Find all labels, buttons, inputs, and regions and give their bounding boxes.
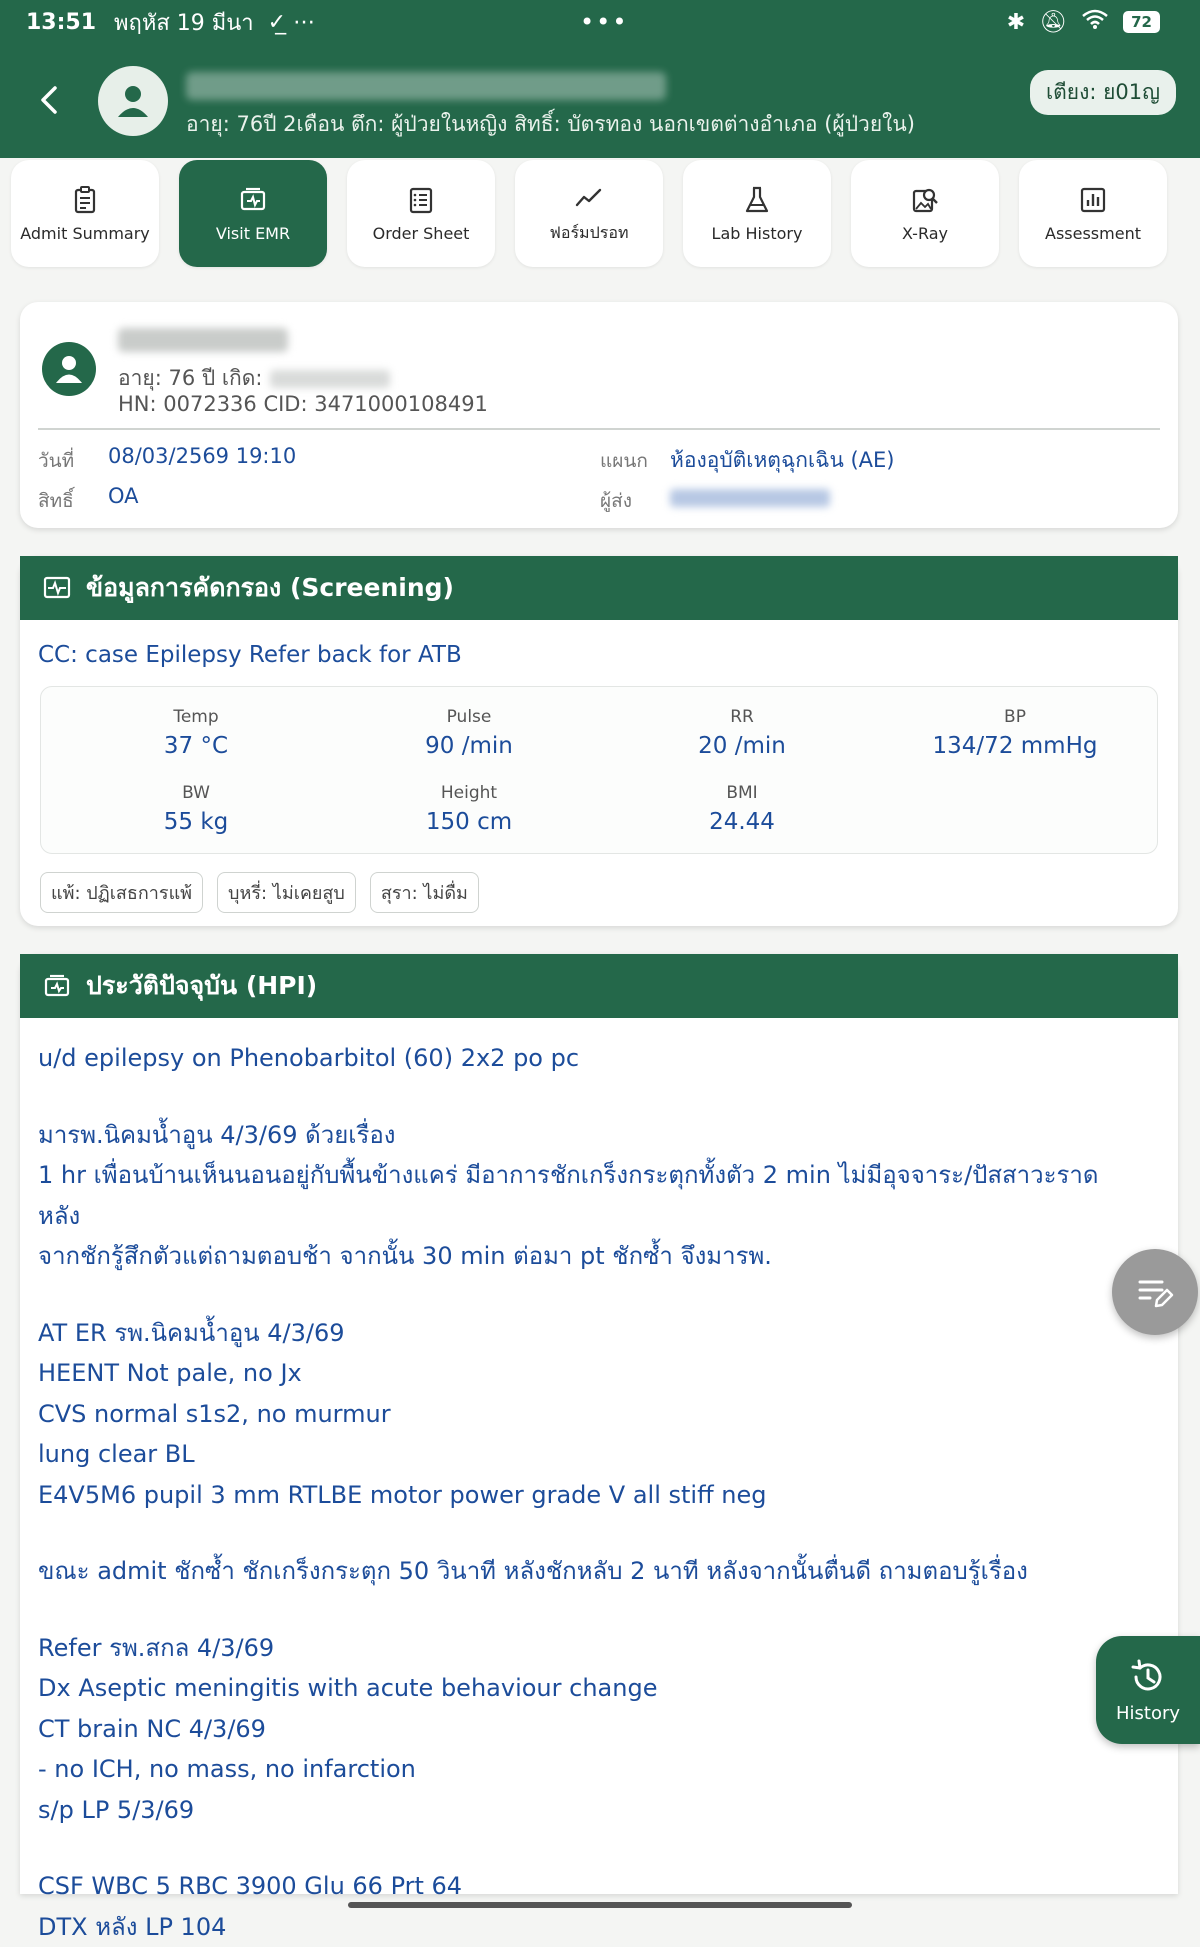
- chief-complaint: CC: case Epilepsy Refer back for ATB: [38, 642, 462, 668]
- vital-label: BP: [895, 707, 1135, 727]
- tab-label: X-Ray: [902, 224, 948, 243]
- monitor-heartbeat-icon: [42, 573, 72, 603]
- patient-name-redacted: [186, 72, 666, 100]
- patient-summary: อายุ: 76ปี 2เดือน ตึก: ผู้ป่วยในหญิง สิทธิ์: บัตรทอง นอกเขตต่างอำเภอ (ผู้ป่วยใน): [186, 108, 915, 141]
- chevron-left-icon: [30, 80, 70, 120]
- status-time: 13:51: [26, 10, 96, 35]
- multitask-dots-icon[interactable]: •••: [580, 8, 628, 36]
- hpi-line: AT ER รพ.นิคมน้ำอูน 4/3/69: [38, 1313, 1138, 1354]
- department-value: ห้องอุบัติเหตุฉุกเฉิน (AE): [670, 444, 895, 477]
- vital-label: RR: [622, 707, 862, 727]
- smoking-chip: บุหรี่: ไม่เคยสูบ: [217, 872, 356, 913]
- tab-order-sheet[interactable]: [347, 160, 495, 267]
- hpi-line: u/d epilepsy on Phenobarbitol (60) 2x2 po pc: [38, 1038, 1138, 1079]
- person-icon: [52, 352, 86, 386]
- hpi-line: DTX หลัง LP 104: [38, 1907, 1138, 1947]
- rights-label: สิทธิ์: [38, 486, 74, 516]
- allergy-chip: แพ้: ปฏิเสธการแพ้: [40, 872, 203, 913]
- patient-age-birth: [118, 362, 390, 395]
- hpi-line: Refer รพ.สกล 4/3/69: [38, 1628, 1138, 1669]
- tab-admit-summary[interactable]: [11, 160, 159, 267]
- hpi-blank-line: [38, 1277, 1138, 1313]
- tab-visit-emr[interactable]: [179, 160, 327, 267]
- patient-info-card: [20, 302, 1178, 528]
- hpi-line: CSF WBC 5 RBC 3900 Glu 66 Prt 64: [38, 1866, 1138, 1907]
- status-icons: [1007, 8, 1160, 36]
- history-icon: [1128, 1657, 1168, 1697]
- rights-value: OA: [108, 484, 139, 508]
- hpi-line: CT brain NC 4/3/69: [38, 1709, 1138, 1750]
- birthdate-redacted: [270, 370, 390, 388]
- date-value: 08/03/2569 19:10: [108, 444, 296, 468]
- hpi-blank-line: [38, 1079, 1138, 1115]
- list-icon: [405, 184, 437, 216]
- screening-chips: [40, 872, 479, 913]
- vital-label: BMI: [622, 783, 862, 803]
- tab-xray[interactable]: [851, 160, 999, 267]
- hpi-card: [20, 954, 1178, 1894]
- vital-bw: [76, 783, 316, 835]
- tab-label: Admit Summary: [20, 224, 150, 243]
- chart-line-icon: [573, 181, 605, 213]
- hpi-blank-line: [38, 1515, 1138, 1551]
- divider: [38, 428, 1160, 430]
- hpi-line: ขณะ admit ชักซ้ำ ชักเกร็งกระตุก 50 วินาที หลังชักหลับ 2 นาที หลังจากนั้นตื่นดี ถามตอบรู้เรื่อง: [38, 1551, 1138, 1592]
- edit-note-button[interactable]: [1112, 1249, 1198, 1335]
- wifi-icon: [1081, 8, 1109, 36]
- hpi-header: [20, 954, 1178, 1018]
- medical-record-icon: [237, 184, 269, 216]
- edit-note-icon: [1134, 1271, 1176, 1313]
- hpi-line: s/p LP 5/3/69: [38, 1790, 1138, 1831]
- vital-value: 55 kg: [76, 809, 316, 835]
- status-date: พฤหัส 19 มีนา: [114, 5, 254, 40]
- vital-value: 20 /min: [622, 733, 862, 759]
- vital-bmi: [622, 783, 862, 835]
- hpi-line: CVS normal s1s2, no murmur: [38, 1394, 1138, 1435]
- hpi-blank-line: [38, 1830, 1138, 1866]
- emr-tab-bar: [0, 160, 1200, 280]
- vital-label: BW: [76, 783, 316, 803]
- bluetooth-icon: ✱: [1007, 10, 1025, 35]
- hpi-line: มารพ.นิคมน้ำอูน 4/3/69 ด้วยเรื่อง: [38, 1115, 1138, 1156]
- screening-header: [20, 556, 1178, 620]
- alcohol-chip: สุรา: ไม่ดื่ม: [370, 872, 479, 913]
- sender-label: ผู้ส่ง: [600, 486, 632, 516]
- hpi-line: จากชักรู้สึกตัวแต่ถามตอบช้า จากนั้น 30 min ต่อมา pt ชักซ้ำ จึงมารพ.: [38, 1236, 1138, 1277]
- screening-title: ข้อมูลการคัดกรอง (Screening): [86, 568, 454, 608]
- vital-rr: [622, 707, 862, 759]
- bar-chart-icon: [1077, 184, 1109, 216]
- department-label: แผนก: [600, 446, 648, 476]
- person-icon: [113, 81, 153, 121]
- avatar: [42, 342, 96, 396]
- tab-label: Order Sheet: [373, 224, 470, 243]
- hpi-title: ประวัติปัจจุบัน (HPI): [86, 966, 317, 1006]
- sender-value-redacted: [670, 488, 830, 512]
- hpi-line: E4V5M6 pupil 3 mm RTLBE motor power grade V all stiff neg: [38, 1475, 1138, 1516]
- status-bar: [0, 0, 1200, 44]
- history-label: History: [1116, 1703, 1180, 1724]
- image-search-icon: [909, 184, 941, 216]
- screening-card: [20, 556, 1178, 926]
- vital-pulse: [349, 707, 589, 759]
- age-birth-label: อายุ: 76 ปี เกิด:: [118, 366, 262, 390]
- vital-value: 150 cm: [349, 809, 589, 835]
- tab-temperature-form[interactable]: [515, 160, 663, 267]
- tab-label: Visit EMR: [216, 224, 290, 243]
- tab-assessment[interactable]: [1019, 160, 1167, 267]
- patient-name-redacted: [118, 328, 288, 352]
- hpi-blank-line: [38, 1592, 1138, 1628]
- tab-lab-history[interactable]: [683, 160, 831, 267]
- hpi-line: Dx Aseptic meningitis with acute behaviour change: [38, 1668, 1138, 1709]
- vital-signs-panel: [40, 686, 1158, 854]
- vital-value: 90 /min: [349, 733, 589, 759]
- vital-height: [349, 783, 589, 835]
- tab-label: ฟอร์มปรอท: [550, 221, 629, 246]
- medical-record-icon: [42, 971, 72, 1001]
- vital-label: Pulse: [349, 707, 589, 727]
- patient-avatar: [98, 66, 168, 136]
- back-button[interactable]: [30, 80, 70, 120]
- history-button[interactable]: [1096, 1636, 1200, 1744]
- hpi-line: lung clear BL: [38, 1434, 1138, 1475]
- vital-label: Temp: [76, 707, 316, 727]
- patient-ids: HN: 0072336 CID: 3471000108491: [118, 392, 488, 416]
- tab-label: Assessment: [1045, 224, 1141, 243]
- vital-value: 134/72 mmHg: [895, 733, 1135, 759]
- vital-temp: [76, 707, 316, 759]
- vital-value: 37 °C: [76, 733, 316, 759]
- app-header: [0, 0, 1200, 158]
- mute-icon: 🔕︎: [1039, 10, 1067, 35]
- home-indicator[interactable]: [348, 1902, 852, 1908]
- hpi-line: 1 hr เพื่อนบ้านเห็นนอนอยู่กับพื้นข้างแคร่ มีอาการชักเกร็งกระตุกทั้งตัว 2 min ไม่มีอุจจาระ/ปัสสาวะราด หลัง: [38, 1155, 1138, 1236]
- checklist-icon: ✓̲ ⋯: [268, 10, 315, 35]
- battery-icon: 72: [1123, 11, 1160, 33]
- hpi-line: HEENT Not pale, no Jx: [38, 1353, 1138, 1394]
- vital-value: 24.44: [622, 809, 862, 835]
- bed-badge: เตียง: ย01ญ: [1030, 70, 1176, 115]
- vital-label: Height: [349, 783, 589, 803]
- flask-icon: [741, 184, 773, 216]
- clipboard-icon: [69, 184, 101, 216]
- hpi-text: [38, 1038, 1138, 1947]
- hpi-line: - no ICH, no mass, no infarction: [38, 1749, 1138, 1790]
- vital-bp: [895, 707, 1135, 759]
- date-label: วันที่: [38, 446, 74, 476]
- tab-label: Lab History: [712, 224, 803, 243]
